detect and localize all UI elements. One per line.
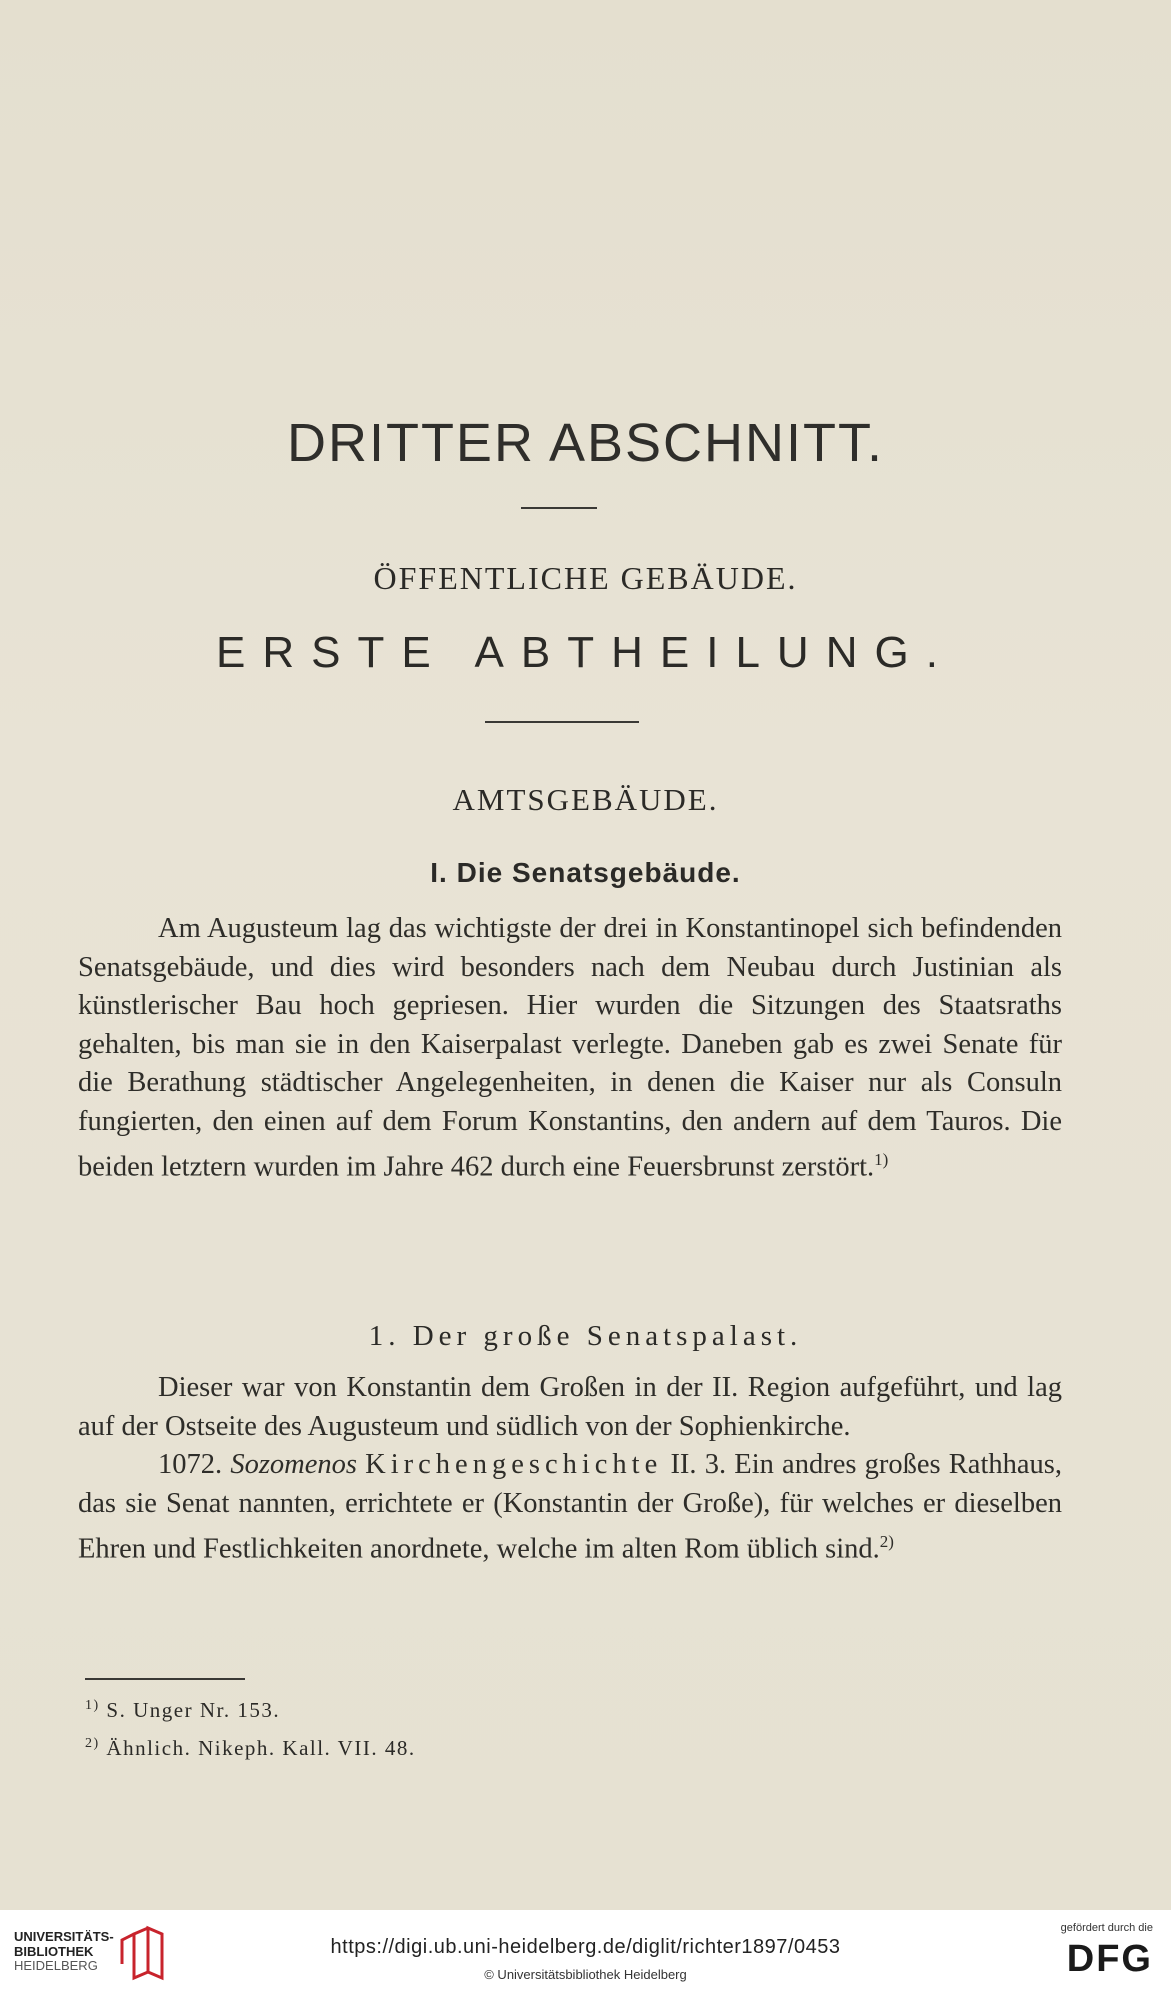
dfg-logo[interactable]: DFG xyxy=(1066,1938,1153,1980)
library-line-1: UNIVERSITÄTS- xyxy=(14,1929,114,1944)
footnote-ref-2: 2) xyxy=(879,1532,894,1551)
division-divider xyxy=(485,721,639,723)
funded-by-label: gefördert durch die xyxy=(1060,1922,1153,1934)
footnote-text: S. Unger Nr. 153. xyxy=(106,1698,281,1722)
subsection-heading: 1. Der große Senatspalast. xyxy=(368,1320,803,1352)
footnote-1 xyxy=(85,1689,416,1727)
title-divider xyxy=(521,507,597,509)
footnote-2 xyxy=(85,1727,416,1765)
division-title: ERSTE ABTHEILUNG. xyxy=(216,628,955,677)
permalink[interactable]: https://digi.ub.uni-heidelberg.de/diglit/richter1897/0453 xyxy=(330,1936,841,1958)
footnote-mark: 1) xyxy=(85,1698,100,1713)
subtitle: ÖFFENTLICHE GEBÄUDE. xyxy=(373,560,798,596)
viewer-footer xyxy=(0,1910,1171,1994)
library-line-2: BIBLIOTHEK xyxy=(14,1943,94,1959)
paragraph-text: Am Augusteum lag das wichtigste der drei in Konstantinopel sich befindenden Senatsgebäude, und dies wird besonders nach dem Neubau durch Justinian als künstlerischer Bau hoch gepriesen. Hier wurden die Sitzungen des Staatsraths gehalten, bis man sie in den Kaiserpalast verlegte. Daneben gab es zwei Senate für die Berathung städtischer Angelegenheiten, in denen die Kaiser nur als Consuln fungierten, den einen auf dem Forum Konstantins, den andern auf dem Tauros. Die beiden letztern wurden im Jahre 462 durch eine Feuersbrunst zerstört. xyxy=(78,913,1062,1183)
footnote-divider xyxy=(85,1678,245,1680)
citation-number: 1072. xyxy=(158,1449,223,1480)
copyright-text: © Universitätsbibliothek Heidelberg xyxy=(484,1967,687,1982)
footnote-mark: 2) xyxy=(85,1736,100,1751)
paragraph-body xyxy=(78,1369,1062,1569)
citation-reference: II. 3. xyxy=(670,1449,727,1480)
footnote-ref-1: 1) xyxy=(874,1150,889,1169)
chapter-title: DRITTER ABSCHNITT. xyxy=(286,413,885,473)
citation-text: Ein andres großes Rathhaus, das sie Senat nannten, errichtete er (Konstantin der Große), für welches er dieselben Ehren und Festlichkeiten anordnete, welche im alten Rom üblich sind. xyxy=(78,1449,1062,1565)
paragraph-text: Dieser war von Konstantin dem Großen in der II. Region aufgeführt, und lag auf der Ostseite des Augusteum und südlich von der Sophienkirche. xyxy=(78,1372,1062,1442)
section-number-title: I. Die Senatsgebäude. xyxy=(430,857,741,888)
citation-work: Kirchengeschichte xyxy=(365,1449,663,1480)
library-line-3: HEIDELBERG xyxy=(14,1958,98,1973)
citation-author: Sozomenos xyxy=(230,1449,357,1480)
section-title: AMTSGEBÄUDE. xyxy=(452,782,719,817)
footnotes xyxy=(85,1689,416,1765)
footnote-text: Ähnlich. Nikeph. Kall. VII. 48. xyxy=(106,1736,416,1760)
paragraph-intro xyxy=(78,910,1062,1187)
